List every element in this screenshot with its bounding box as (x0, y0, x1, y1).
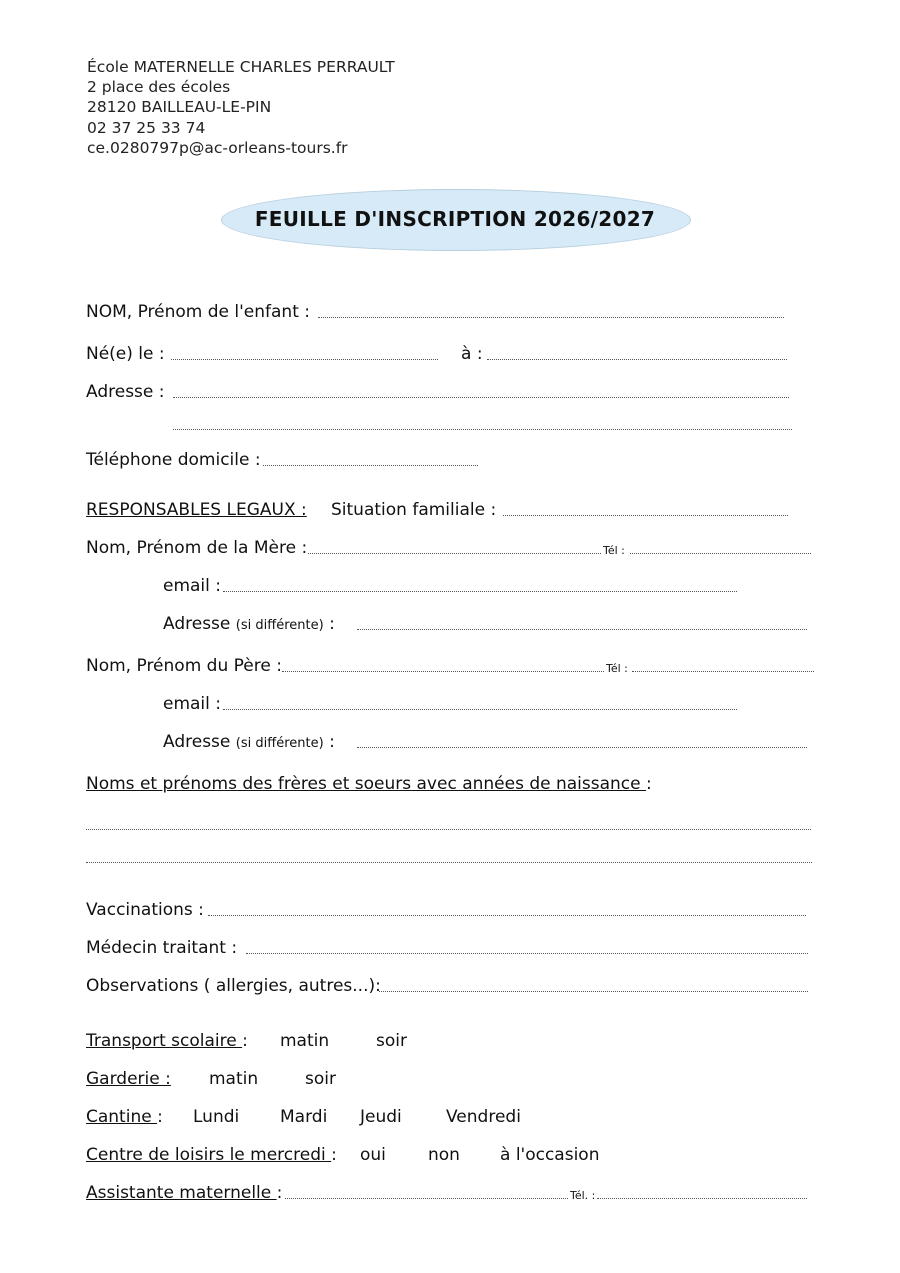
observations-field[interactable] (379, 991, 808, 992)
doctor-field[interactable] (246, 953, 808, 954)
birth-date-label: Né(e) le : (86, 344, 165, 364)
mother-name-field[interactable] (308, 553, 601, 554)
father-address-label-text: Adresse (163, 732, 231, 752)
canteen-option-thursday[interactable]: Jeudi (360, 1107, 402, 1127)
father-tel-field[interactable] (632, 671, 814, 672)
child-address-field-line2[interactable] (173, 429, 792, 430)
siblings-field-line2[interactable] (86, 862, 812, 863)
guardians-section-heading: RESPONSABLES LEGAUX : (86, 500, 307, 520)
father-email-label: email : (163, 694, 222, 714)
father-name-field[interactable] (282, 671, 604, 672)
transport-colon: : (242, 1031, 248, 1051)
vaccinations-field[interactable] (208, 915, 806, 916)
father-tel-label: Tél : (606, 662, 628, 675)
father-address-colon: : (329, 732, 335, 752)
nanny-tel-label: Tél. : (570, 1189, 596, 1202)
mother-email-label: email : (163, 576, 222, 596)
nanny-tel-field[interactable] (597, 1198, 807, 1199)
leisure-option-no[interactable]: non (428, 1145, 460, 1165)
mother-address-colon: : (329, 614, 335, 634)
transport-option-evening[interactable]: soir (376, 1031, 407, 1051)
canteen-label-text: Cantine (86, 1107, 158, 1127)
nanny-name-field[interactable] (285, 1198, 568, 1199)
school-address-line2: 28120 BAILLEAU-LE-PIN (87, 98, 272, 116)
leisure-center-colon: : (331, 1145, 337, 1165)
school-address-line1: 2 place des écoles (87, 78, 231, 96)
family-situation-label: Situation familiale : (331, 500, 497, 520)
leisure-option-yes[interactable]: oui (360, 1145, 386, 1165)
canteen-colon: : (157, 1107, 163, 1127)
canteen-option-tuesday[interactable]: Mardi (280, 1107, 328, 1127)
doctor-label: Médecin traitant : (86, 938, 238, 958)
father-address-field[interactable] (357, 747, 807, 748)
leisure-center-label-text: Centre de loisirs le mercredi (86, 1145, 332, 1165)
transport-label-text: Transport scolaire (86, 1031, 243, 1051)
mother-tel-field[interactable] (630, 553, 811, 554)
transport-option-morning[interactable]: matin (280, 1031, 330, 1051)
mother-name-label: Nom, Prénom de la Mère : (86, 538, 308, 558)
school-name: École MATERNELLE CHARLES PERRAULT (87, 58, 395, 76)
child-name-label: NOM, Prénom de l'enfant : (86, 302, 310, 322)
form-title: FEUILLE D'INSCRIPTION 2026/2027 (254, 207, 656, 231)
mother-address-label (163, 613, 335, 637)
birth-place-field[interactable] (487, 359, 787, 360)
siblings-field-line1[interactable] (86, 829, 811, 830)
mother-email-field[interactable] (223, 591, 737, 592)
father-name-label: Nom, Prénom du Père : (86, 656, 282, 676)
daycare-label: Garderie : (86, 1069, 171, 1089)
nanny-label-text: Assistante maternelle (86, 1183, 277, 1203)
child-name-field[interactable] (318, 317, 784, 318)
child-address-label: Adresse : (86, 382, 165, 402)
mother-address-label-text: Adresse (163, 614, 231, 634)
father-address-label (163, 731, 335, 755)
child-address-field[interactable] (173, 397, 789, 398)
nanny-label (86, 1182, 282, 1204)
school-phone: 02 37 25 33 74 (87, 119, 206, 137)
siblings-label-text: Noms et prénoms des frères et soeurs avec années de naissance (86, 774, 647, 794)
family-situation-field[interactable] (503, 515, 788, 516)
leisure-center-label (86, 1144, 337, 1166)
mother-address-hint: (si différente) (235, 618, 324, 633)
canteen-option-friday[interactable]: Vendredi (446, 1107, 521, 1127)
canteen-option-monday[interactable]: Lundi (193, 1107, 240, 1127)
birth-place-label: à : (461, 344, 483, 364)
siblings-label (86, 773, 652, 795)
father-address-hint: (si différente) (235, 736, 324, 751)
transport-label (86, 1030, 248, 1052)
vaccinations-label: Vaccinations : (86, 900, 204, 920)
home-phone-field[interactable] (263, 465, 478, 466)
father-email-field[interactable] (223, 709, 737, 710)
birth-date-field[interactable] (171, 359, 438, 360)
observations-label: Observations ( allergies, autres...): (86, 976, 381, 996)
mother-address-field[interactable] (357, 629, 807, 630)
siblings-colon: : (646, 774, 652, 794)
daycare-option-morning[interactable]: matin (209, 1069, 259, 1089)
canteen-label (86, 1106, 163, 1128)
school-email: ce.0280797p@ac-orleans-tours.fr (87, 139, 348, 157)
mother-tel-label: Tél : (603, 544, 625, 557)
daycare-option-evening[interactable]: soir (305, 1069, 336, 1089)
nanny-colon: : (276, 1183, 283, 1203)
home-phone-label: Téléphone domicile : (86, 450, 261, 470)
leisure-option-occasionally[interactable]: à l'occasion (500, 1145, 600, 1165)
